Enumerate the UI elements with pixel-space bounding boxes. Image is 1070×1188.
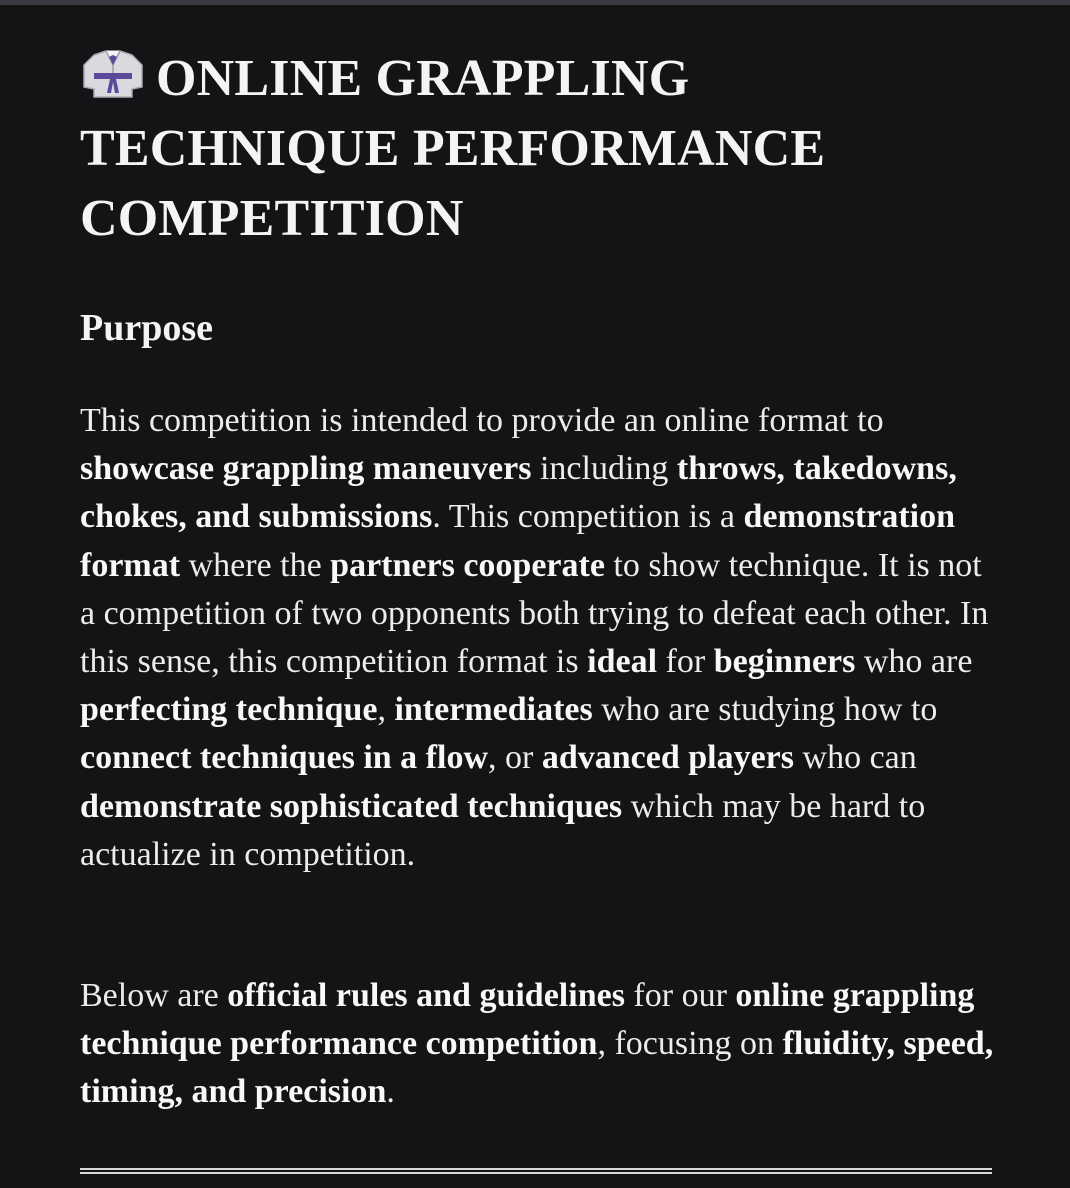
body-text: , or	[488, 739, 542, 777]
body-text: .	[386, 1073, 395, 1111]
body-text: . This competition is a	[432, 498, 744, 536]
emphasized-text: ideal	[587, 643, 658, 681]
emphasized-text: official rules and guidelines	[227, 977, 625, 1014]
body-text: , focusing on	[597, 1025, 783, 1063]
emphasized-text: showcase grappling maneuvers	[80, 450, 532, 488]
body-text: who are studying how to	[592, 691, 938, 729]
body-text: to show technique. It is not a competition of two opponents both trying to defeat each other. In this sense, this competition format is	[80, 546, 989, 681]
body-text: including	[531, 450, 677, 488]
body-text: where the	[180, 546, 331, 584]
body-text: which may be hard to actualize in competition.	[80, 787, 926, 873]
martial-arts-uniform-icon	[80, 49, 146, 99]
purpose-paragraph	[80, 397, 1000, 879]
body-text: for our	[624, 977, 736, 1014]
body-text: This competition is intended to provide an online format to	[80, 402, 884, 439]
rules-intro-paragraph	[80, 972, 1000, 1117]
body-text: ,	[377, 691, 395, 729]
emphasized-text: connect techniques in a flow	[80, 739, 488, 777]
section-heading-purpose: Purpose	[80, 307, 213, 349]
emphasized-text: demonstrate sophisticated techniques	[80, 787, 623, 825]
window-top-border	[0, 0, 1070, 5]
emphasized-text: advanced players	[541, 739, 795, 777]
emphasized-text: online grappling technique performance competition	[80, 977, 975, 1063]
emphasized-text: beginners	[713, 643, 856, 681]
body-text: Below are	[80, 977, 228, 1014]
emphasized-text: throws, takedowns, chokes, and submissions	[80, 450, 957, 536]
body-text: who are	[855, 643, 973, 681]
body-text: for	[657, 643, 714, 681]
page-title-text: ONLINE GRAPPLING TECHNIQUE PERFORMANCE COMPETITION	[80, 50, 826, 247]
emphasized-text: demonstration format	[80, 498, 955, 584]
emphasized-text: intermediates	[394, 691, 593, 729]
emphasized-text: perfecting technique	[80, 691, 378, 729]
emphasized-text: partners cooperate	[330, 546, 605, 584]
page-title	[80, 44, 1000, 254]
horizontal-rule	[80, 1168, 992, 1174]
emphasized-text: fluidity, speed, timing, and precision	[80, 1025, 994, 1111]
document-content	[80, 44, 1000, 1111]
body-text: who can	[794, 739, 917, 777]
